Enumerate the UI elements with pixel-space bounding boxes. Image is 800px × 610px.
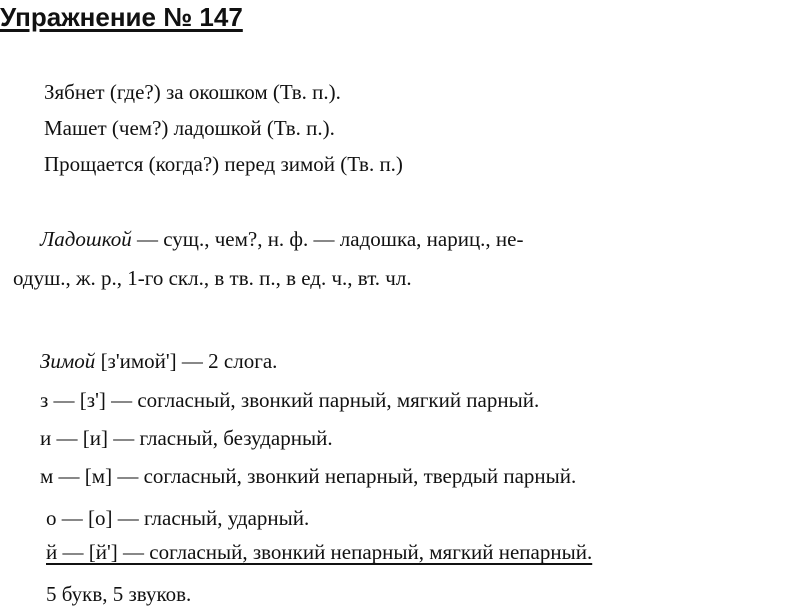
phonetic-row-m: м — [м] — согласный, звонкий непарный, твердый парный. <box>40 464 577 488</box>
phonetic-row-j: й — [й'] — согласный, звонкий непарный, мягкий непарный. <box>46 540 593 564</box>
phonetic-word: Зимой <box>40 349 96 373</box>
morph-word: Ладошкой <box>40 227 132 251</box>
phrase-3: Прощается (когда?) перед зимой (Тв. п.) <box>44 152 403 176</box>
phonetic-row-o: о — [о] — гласный, ударный. <box>46 506 310 530</box>
phrase-2: Машет (чем?) ладошкой (Тв. п.). <box>44 116 335 140</box>
phonetic-row-z: з — [з'] — согласный, звонкий парный, мягкий парный. <box>40 388 540 412</box>
morph-description: — сущ., чем?, н. ф. — ладошка, нариц., не- <box>131 227 524 251</box>
phrase-1: Зябнет (где?) за окошком (Тв. п.). <box>44 80 341 104</box>
phonetic-summary: 5 букв, 5 звуков. <box>46 582 192 606</box>
morph-line-1 <box>40 226 524 252</box>
phonetic-transcription: [з'имой'] — 2 слога. <box>95 349 278 373</box>
phonetic-row-i: и — [и] — гласный, безударный. <box>40 426 333 450</box>
phonetic-header <box>40 348 277 374</box>
exercise-title: Упражнение № 147 <box>0 2 243 32</box>
morph-line-2: одуш., ж. р., 1-го скл., в тв. п., в ед. ч., вт. чл. <box>13 266 412 290</box>
